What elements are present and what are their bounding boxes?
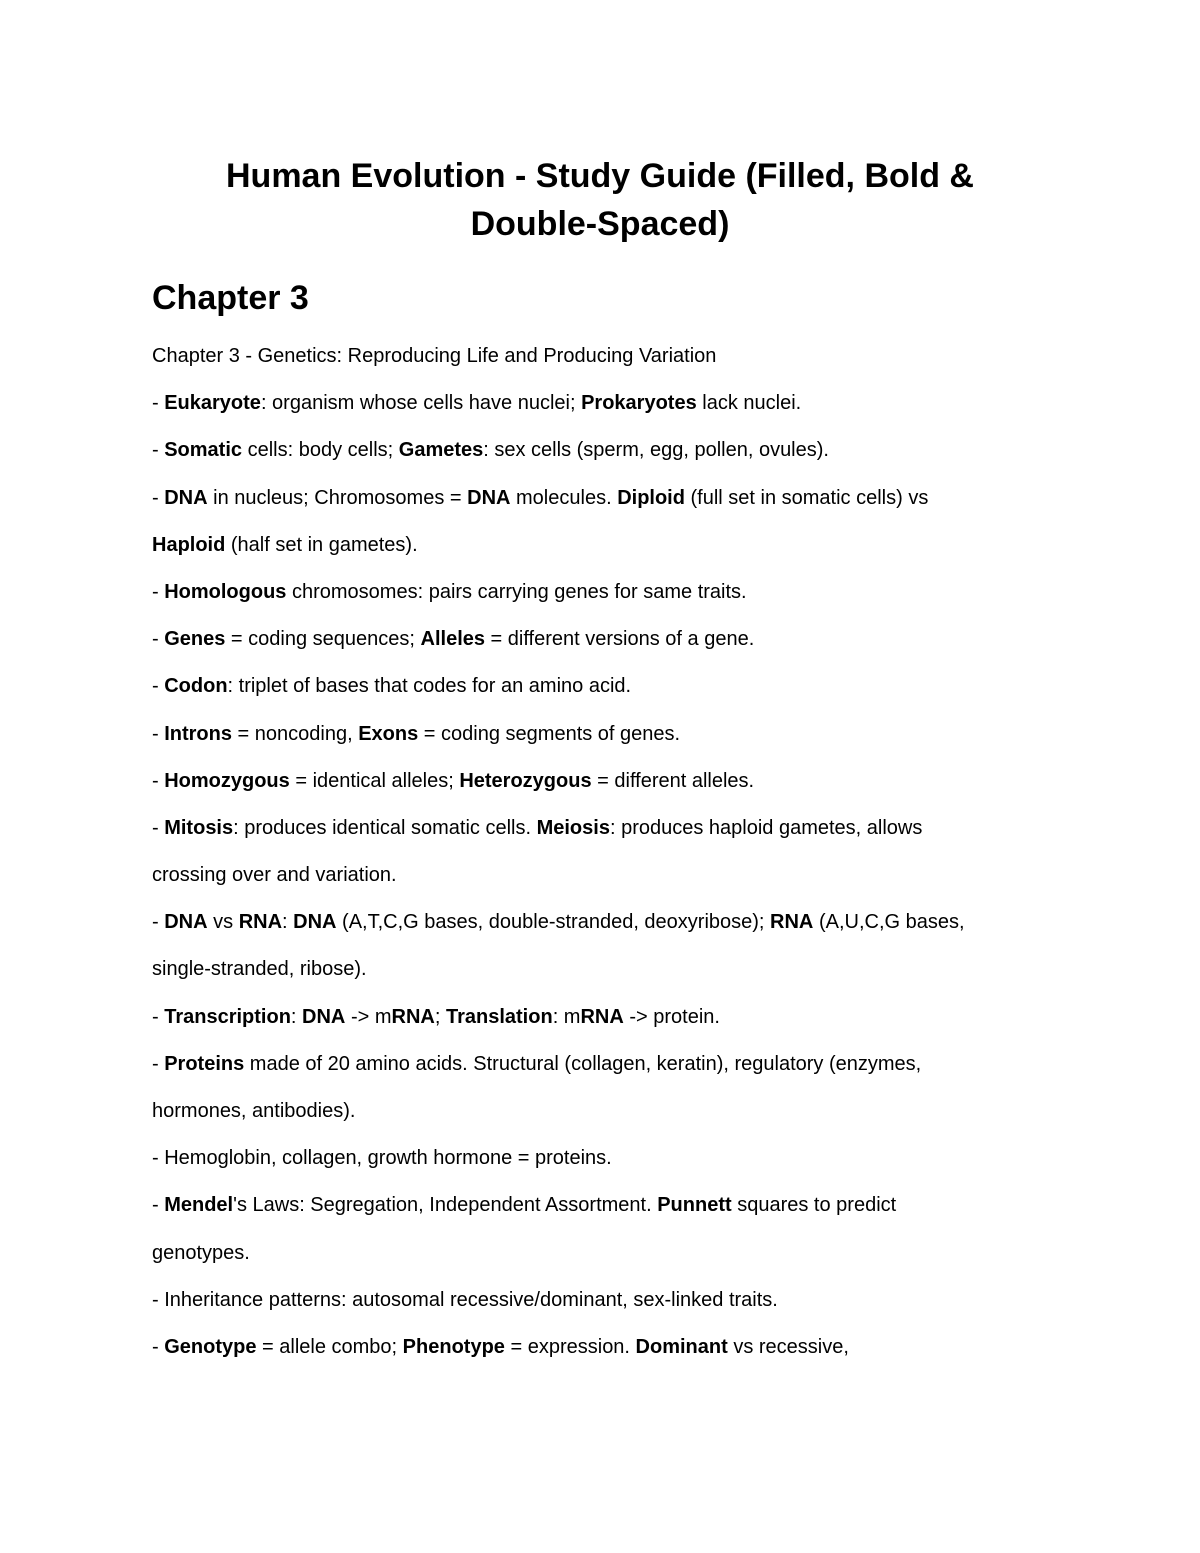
text-segment: : [282,911,294,934]
text-segment: - Hemoglobin, collagen, growth hormone = proteins. [152,1147,612,1170]
text-line [152,663,1052,710]
bold-term: RNA [580,1005,624,1028]
text-line [152,1277,1052,1324]
bold-term: Eukaryote [164,392,261,415]
bold-term: Dominant [635,1335,728,1358]
text-line [152,475,1052,522]
bold-term: Translation [445,1005,553,1028]
text-line [152,1088,1052,1135]
text-segment: = noncoding, [232,722,359,745]
bold-term: DNA [467,486,511,509]
document-title [150,152,1050,248]
bold-term: Mitosis [164,816,234,839]
text-segment: ; [434,1005,446,1028]
text-line [152,333,1052,380]
text-line [152,380,1052,427]
text-segment: - [152,486,165,509]
text-segment: cells: body cells; [242,439,399,462]
document-title-line-2: Double-Spaced) [470,205,730,243]
bold-term: Diploid [617,486,685,509]
text-segment: - [152,911,165,934]
chapter-heading: Chapter 3 [152,279,309,317]
bold-term: RNA [770,911,814,934]
bold-term: Genotype [164,1335,257,1358]
text-segment: crossing over and variation. [152,864,397,887]
text-segment: molecules. [510,486,618,509]
text-segment: - [152,1052,165,1075]
bold-term: RNA [238,911,283,934]
bold-term: DNA [302,1005,346,1028]
text-line [152,852,1052,899]
text-segment: made of 20 amino acids. Structural (collagen, keratin), regulatory (enzymes, [244,1052,922,1075]
text-segment: (half set in gametes). [225,533,418,556]
text-segment: : produces identical somatic cells. [233,816,537,839]
bold-term: Prokaryotes [581,392,697,415]
bold-term: Genes [164,628,226,651]
text-line [152,994,1052,1041]
text-line [152,805,1052,852]
text-segment: -> m [345,1005,392,1028]
bold-term: Somatic [164,439,243,462]
text-segment: - [152,1194,165,1217]
text-line [152,1182,1052,1229]
bold-term: Codon [164,675,228,698]
text-segment: - [152,769,165,792]
bold-term: Gametes [398,439,484,462]
text-segment: - [152,392,165,415]
bold-term: Phenotype [402,1335,505,1358]
text-line [152,569,1052,616]
text-segment: : produces haploid gametes, allows [609,816,923,839]
text-line [152,1135,1052,1182]
bold-term: Meiosis [536,816,610,839]
text-line [152,1041,1052,1088]
text-segment: single-stranded, ribose). [152,958,367,981]
bold-term: Homozygous [164,769,290,792]
bold-term: DNA [293,911,337,934]
text-segment: genotypes. [152,1241,250,1264]
text-segment: : sex cells (sperm, egg, pollen, ovules). [483,439,829,462]
bold-term: Mendel [164,1194,234,1217]
text-segment: = allele combo; [256,1335,403,1358]
bold-term: RNA [391,1005,435,1028]
text-segment: Chapter 3 - Genetics: Reproducing Life and Producing Variation [152,345,717,367]
text-line [152,1230,1052,1277]
text-segment: = different versions of a gene. [485,628,755,651]
text-segment: - [152,580,165,603]
text-segment: 's Laws: Segregation, Independent Assortment. [233,1194,658,1217]
text-segment: = identical alleles; [289,769,460,792]
bold-term: Heterozygous [459,769,592,792]
text-segment: - [152,628,165,651]
text-segment: vs [207,911,239,934]
text-segment: - [152,439,165,462]
text-segment: = different alleles. [591,769,755,792]
text-segment: = coding sequences; [225,628,421,651]
bold-term: Punnett [657,1194,732,1217]
text-segment: squares to predict [731,1194,897,1217]
text-segment: (A,T,C,G bases, double-stranded, deoxyribose); [336,911,771,934]
bold-term: Homologous [164,580,287,603]
text-segment: = expression. [504,1335,636,1358]
bold-term: Alleles [420,628,485,651]
text-segment: : m [552,1005,581,1028]
text-segment: - [152,1335,165,1358]
bold-term: Exons [358,722,419,745]
bold-term: Proteins [164,1052,245,1075]
text-segment: - [152,816,165,839]
document-title-line-1: Human Evolution - Study Guide (Filled, Bold & [226,157,974,195]
text-segment: -> protein. [623,1005,720,1028]
text-segment: in nucleus; Chromosomes = [207,486,468,509]
text-segment: - [152,722,165,745]
text-segment: (A,U,C,G bases, [813,911,965,934]
study-guide-body [152,333,1052,1371]
text-segment: (full set in somatic cells) vs [684,486,929,509]
text-segment: vs recessive, [727,1335,849,1358]
text-segment: : organism whose cells have nuclei; [260,392,582,415]
text-segment: - [152,675,165,698]
bold-term: Introns [164,722,232,745]
bold-term: Haploid [152,533,226,556]
text-segment: - [152,1005,165,1028]
bold-term: DNA [164,911,208,934]
text-segment: = coding segments of genes. [418,722,681,745]
text-line [152,522,1052,569]
text-line [152,758,1052,805]
text-segment: - Inheritance patterns: autosomal recessive/dominant, sex-linked traits. [152,1288,778,1311]
text-segment: chromosomes: pairs carrying genes for same traits. [286,580,747,603]
text-segment: hormones, antibodies). [152,1100,356,1122]
text-segment: : [290,1005,303,1028]
text-line [152,946,1052,993]
text-segment: lack nuclei. [696,392,802,415]
text-line [152,899,1052,946]
text-line [152,1324,1052,1371]
text-segment: : triplet of bases that codes for an amino acid. [227,675,632,698]
text-line [152,427,1052,474]
text-line [152,711,1052,758]
text-line [152,616,1052,663]
bold-term: DNA [164,486,208,509]
bold-term: Transcription [164,1005,291,1028]
